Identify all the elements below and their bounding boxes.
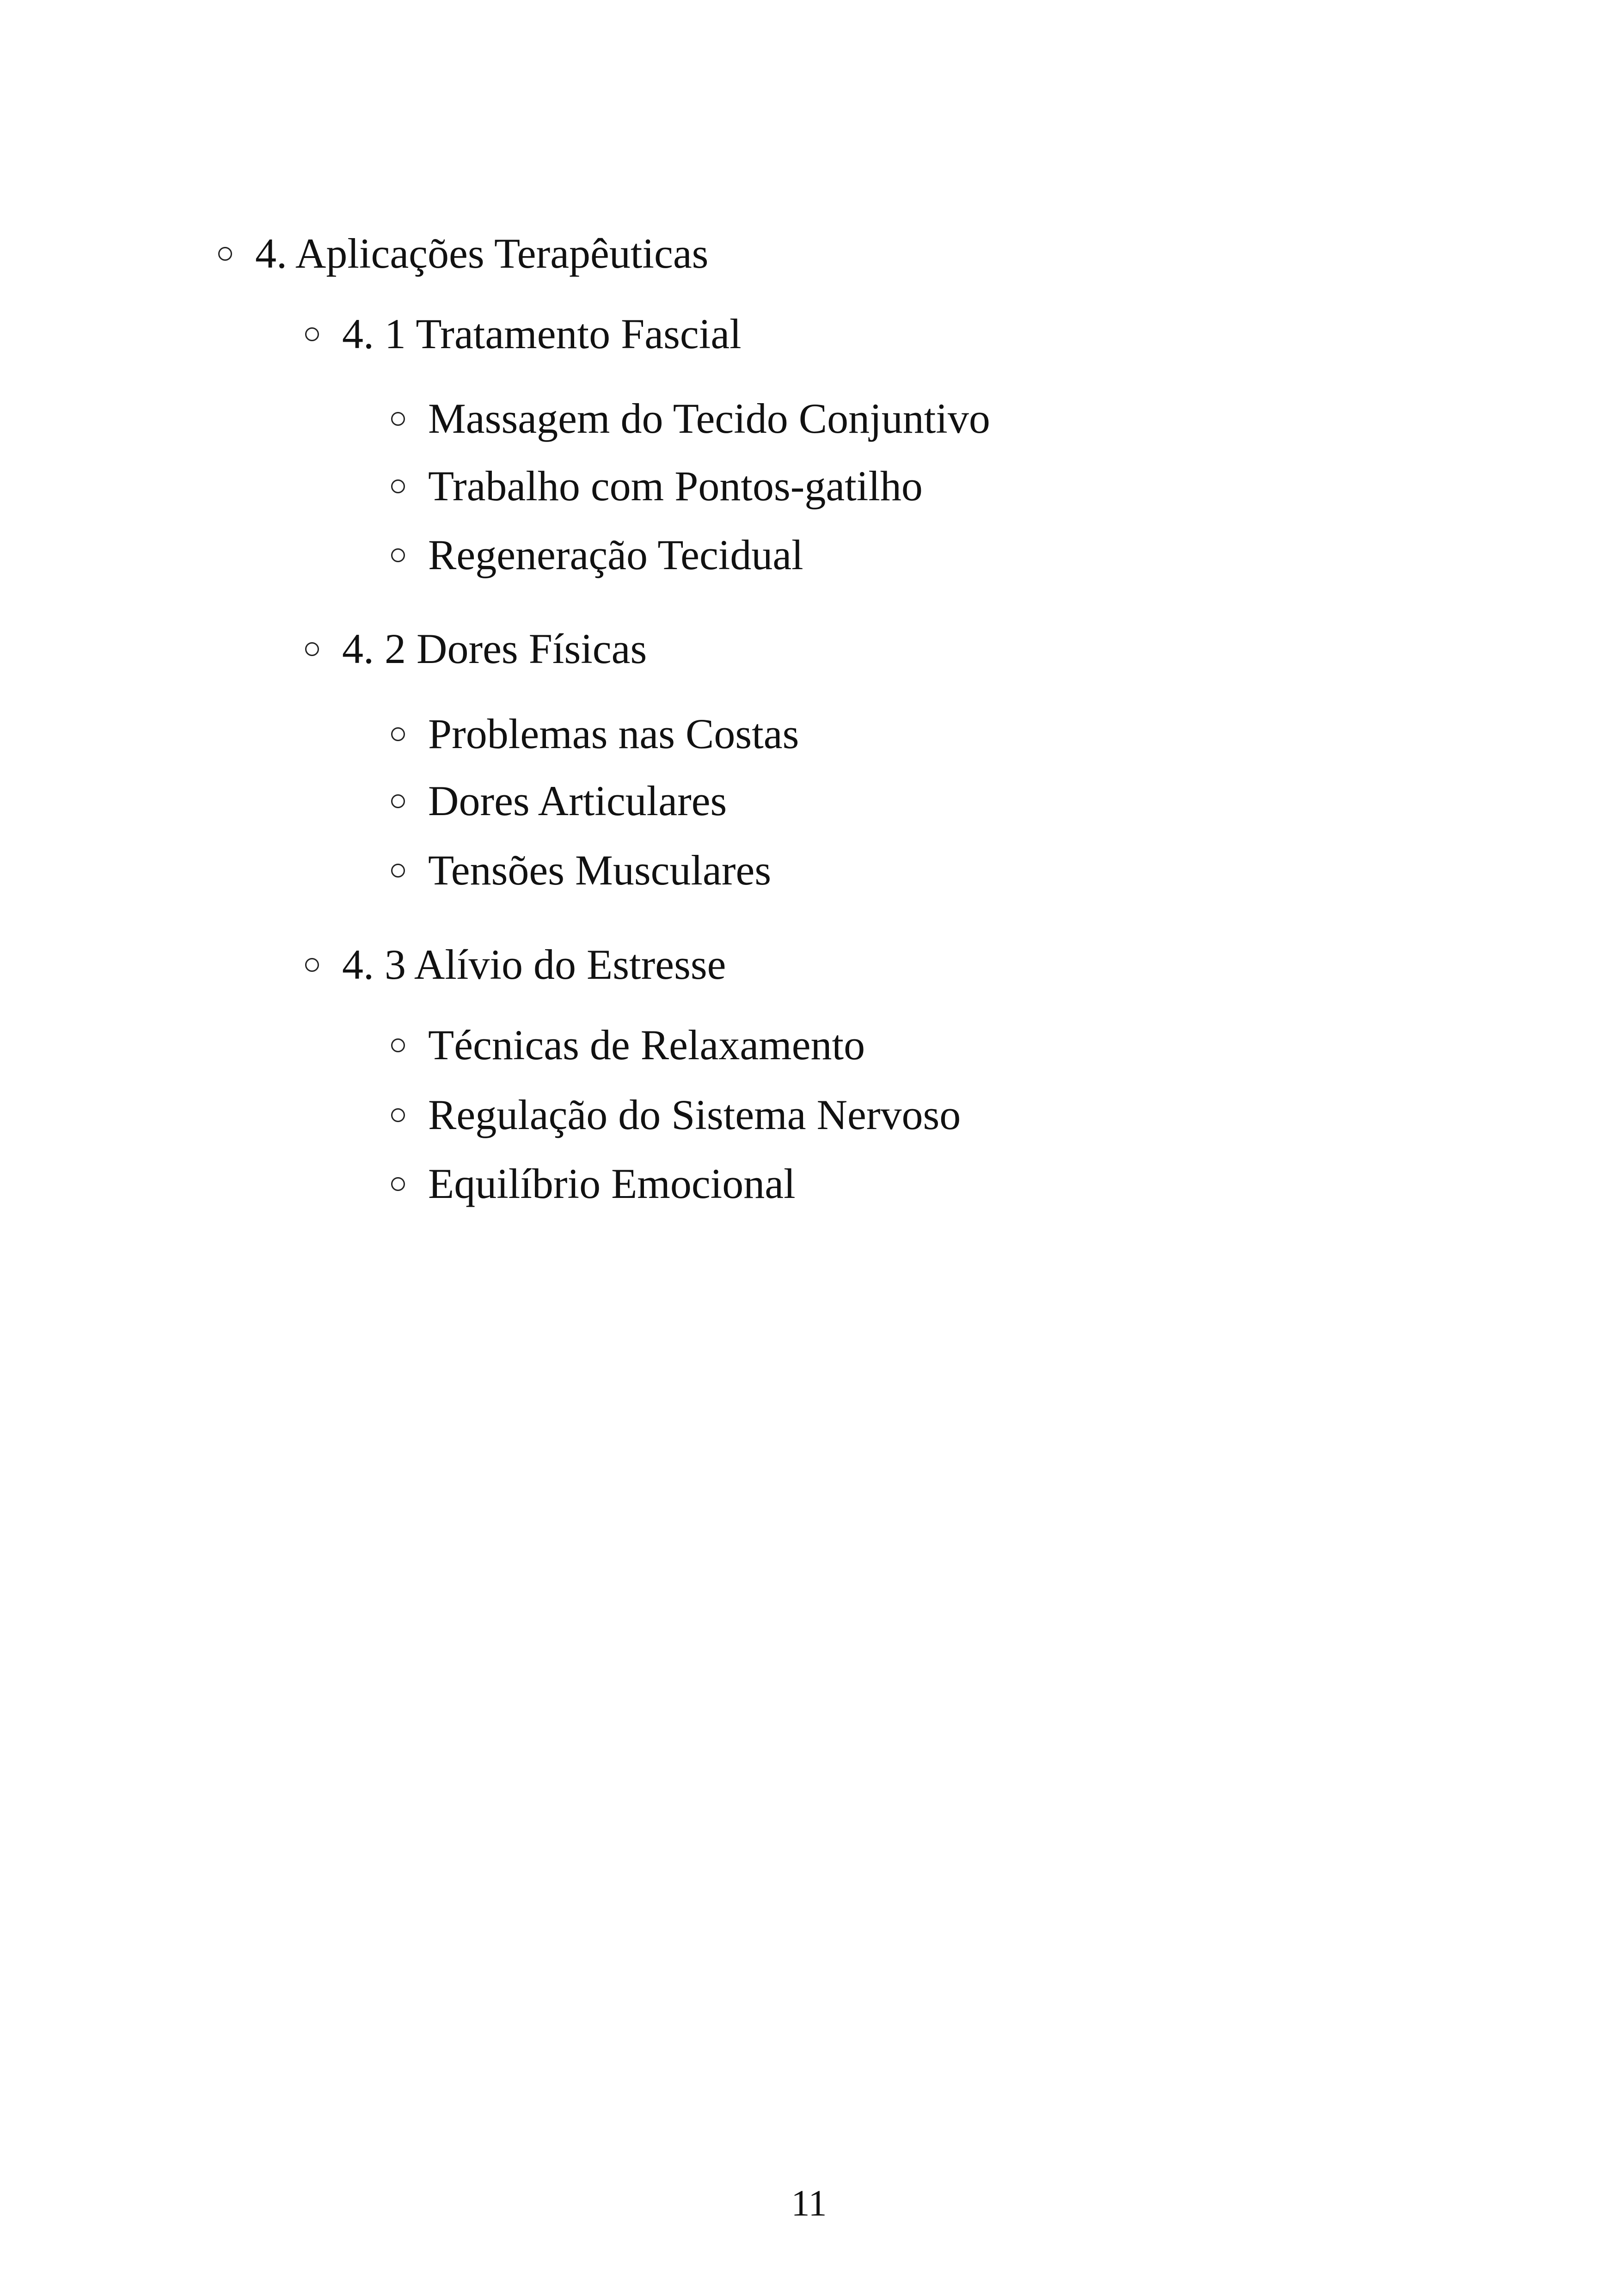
hollow-circle-bullet-icon <box>391 1038 405 1052</box>
list-item-label: Regulação do Sistema Nervoso <box>428 1091 961 1138</box>
hollow-circle-bullet-icon <box>391 412 405 426</box>
hollow-circle-bullet-icon <box>391 1108 405 1122</box>
list-item-label: Técnicas de Relaxamento <box>428 1021 865 1068</box>
list-item-label: Regeneração Tecidual <box>428 531 803 578</box>
heading-label: 4. Aplicações Terapêuticas <box>255 230 709 277</box>
list-item-label: Tensões Musculares <box>428 847 772 894</box>
list-item-label: Problemas nas Costas <box>428 710 799 757</box>
list-item-label: Trabalho com Pontos-gatilho <box>428 462 923 510</box>
hollow-circle-bullet-icon <box>391 1177 405 1191</box>
hollow-circle-bullet-icon <box>391 479 405 493</box>
hollow-circle-bullet-icon <box>391 794 405 808</box>
list-item-label: Equilíbrio Emocional <box>428 1160 796 1207</box>
page-number: 11 <box>791 2183 827 2224</box>
section-title-label: 4. 1 Tratamento Fascial <box>342 310 742 357</box>
section-title-label: 4. 2 Dores Físicas <box>342 625 647 672</box>
hollow-circle-bullet-icon <box>218 247 232 261</box>
section-title-label: 4. 3 Alívio do Estresse <box>342 941 726 988</box>
hollow-circle-bullet-icon <box>305 327 319 341</box>
list-item-label: Massagem do Tecido Conjuntivo <box>428 395 990 442</box>
hollow-circle-bullet-icon <box>391 727 405 741</box>
list-item-label: Dores Articulares <box>428 777 727 824</box>
hollow-circle-bullet-icon <box>391 864 405 878</box>
hollow-circle-bullet-icon <box>305 958 319 972</box>
hollow-circle-bullet-icon <box>305 642 319 656</box>
hollow-circle-bullet-icon <box>391 548 405 562</box>
